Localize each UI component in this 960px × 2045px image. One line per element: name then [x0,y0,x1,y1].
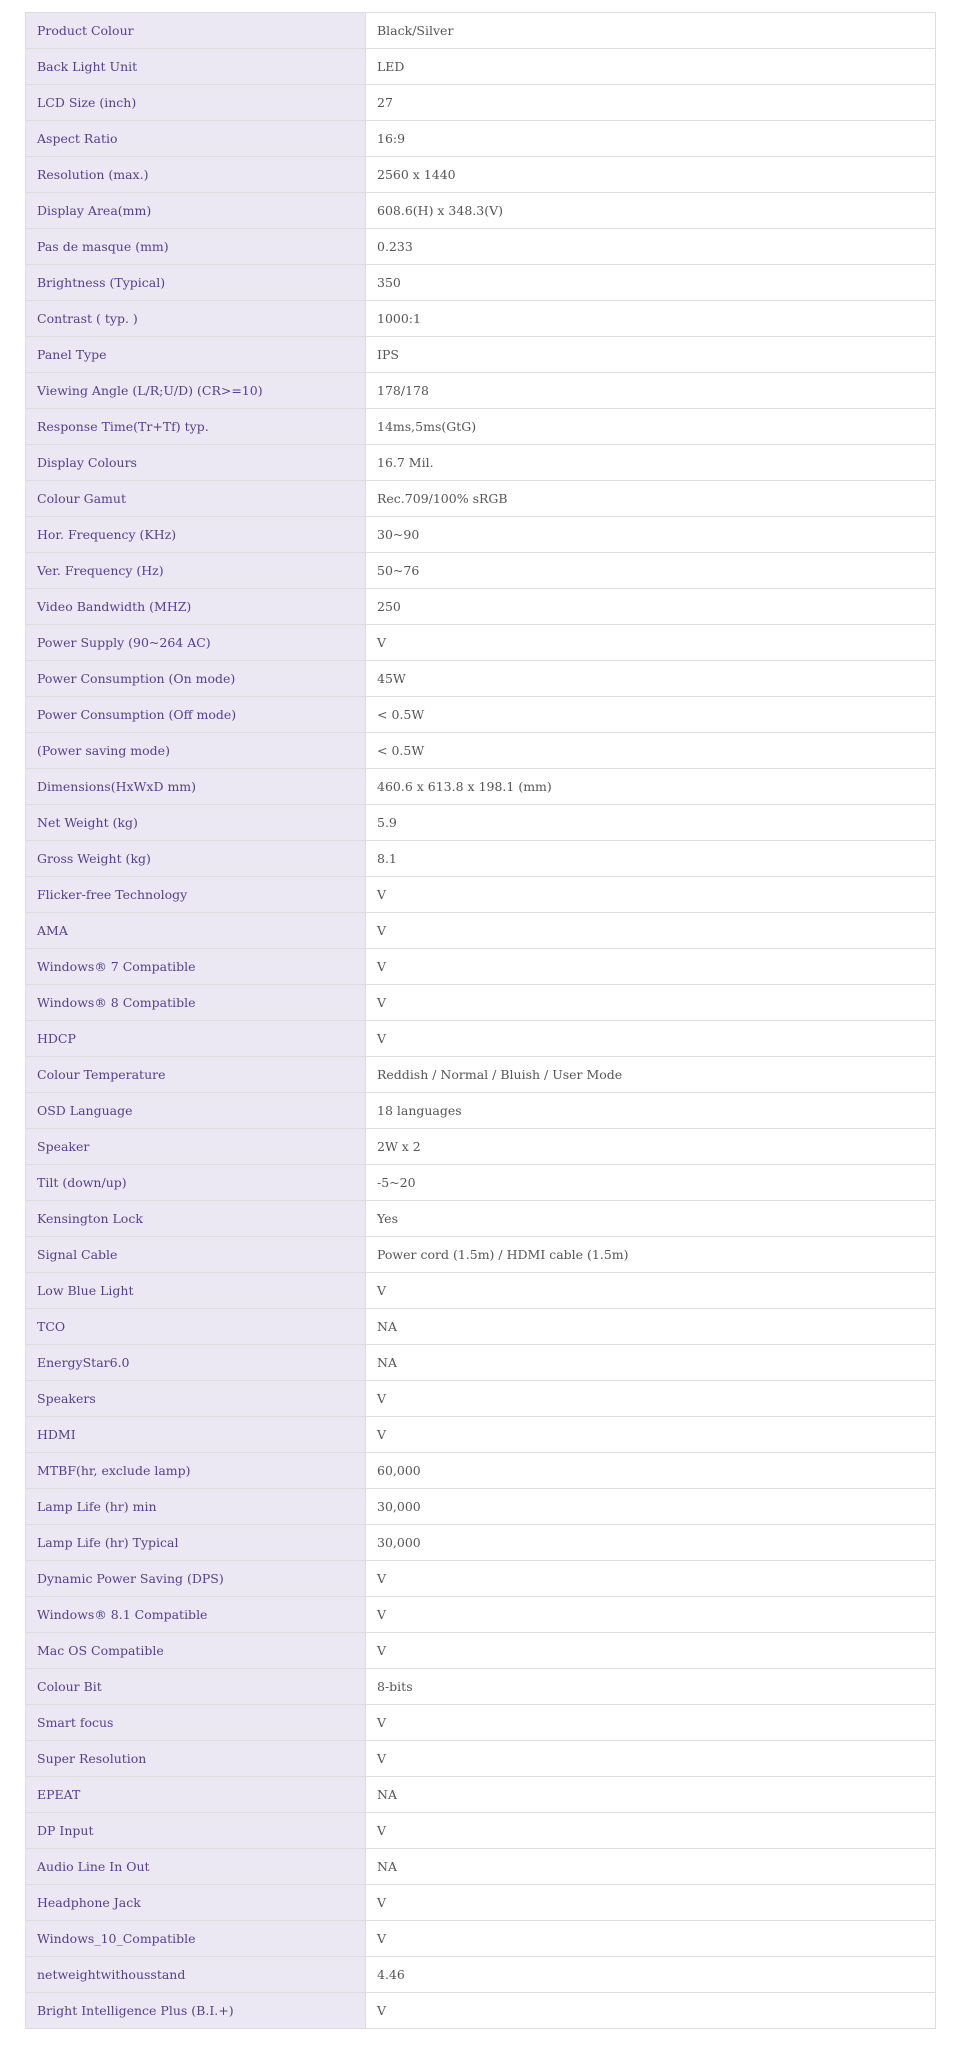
spec-row [26,1885,936,1921]
spec-value: V [366,1273,936,1309]
spec-row [26,1489,936,1525]
spec-value: V [366,1705,936,1741]
spec-row [26,1669,936,1705]
spec-row [26,985,936,1021]
spec-value: V [366,1597,936,1633]
spec-value: 8.1 [366,841,936,877]
spec-value: V [366,1741,936,1777]
spec-row [26,1633,936,1669]
spec-row [26,733,936,769]
spec-row [26,1201,936,1237]
spec-label: Display Area(mm) [26,193,366,229]
spec-label: Product Colour [26,13,366,49]
spec-label: HDMI [26,1417,366,1453]
spec-label: Low Blue Light [26,1273,366,1309]
spec-value: V [366,1561,936,1597]
spec-label: Back Light Unit [26,49,366,85]
spec-value: 30,000 [366,1525,936,1561]
spec-row [26,265,936,301]
spec-row [26,1921,936,1957]
spec-row [26,1993,936,2029]
spec-row [26,1345,936,1381]
spec-label: Pas de masque (mm) [26,229,366,265]
spec-row [26,1309,936,1345]
spec-label: Video Bandwidth (MHZ) [26,589,366,625]
spec-label: (Power saving mode) [26,733,366,769]
spec-value: Yes [366,1201,936,1237]
spec-row [26,157,936,193]
spec-row [26,913,936,949]
spec-label: EPEAT [26,1777,366,1813]
spec-value: V [366,625,936,661]
spec-row [26,1813,936,1849]
spec-value: 4.46 [366,1957,936,1993]
spec-label: OSD Language [26,1093,366,1129]
spec-value: 0.233 [366,229,936,265]
spec-row [26,697,936,733]
spec-value: Reddish / Normal / Bluish / User Mode [366,1057,936,1093]
spec-label: Audio Line In Out [26,1849,366,1885]
spec-label: HDCP [26,1021,366,1057]
spec-label: Contrast ( typ. ) [26,301,366,337]
spec-value: 45W [366,661,936,697]
spec-row [26,409,936,445]
spec-value: 50~76 [366,553,936,589]
spec-label: Dimensions(HxWxD mm) [26,769,366,805]
spec-value: < 0.5W [366,733,936,769]
spec-row [26,193,936,229]
spec-value: 27 [366,85,936,121]
spec-value: V [366,1381,936,1417]
spec-label: Brightness (Typical) [26,265,366,301]
spec-row [26,769,936,805]
spec-label: Signal Cable [26,1237,366,1273]
spec-label: Colour Temperature [26,1057,366,1093]
spec-label: Net Weight (kg) [26,805,366,841]
spec-row [26,661,936,697]
spec-label: Resolution (max.) [26,157,366,193]
spec-row [26,337,936,373]
spec-row [26,625,936,661]
spec-row [26,1129,936,1165]
spec-label: Power Supply (90~264 AC) [26,625,366,661]
spec-value: V [366,1993,936,2029]
spec-label: Power Consumption (Off mode) [26,697,366,733]
spec-label: Windows® 7 Compatible [26,949,366,985]
spec-value: 178/178 [366,373,936,409]
spec-label: netweightwithousstand [26,1957,366,1993]
spec-label: Smart focus [26,1705,366,1741]
spec-row [26,121,936,157]
spec-label: Kensington Lock [26,1201,366,1237]
spec-value: V [366,877,936,913]
spec-label: MTBF(hr, exclude lamp) [26,1453,366,1489]
spec-label: Windows® 8.1 Compatible [26,1597,366,1633]
spec-row [26,877,936,913]
spec-label: Ver. Frequency (Hz) [26,553,366,589]
spec-row [26,1849,936,1885]
spec-label: TCO [26,1309,366,1345]
spec-row [26,301,936,337]
spec-value: V [366,1021,936,1057]
spec-label: DP Input [26,1813,366,1849]
spec-value: 8-bits [366,1669,936,1705]
spec-row [26,553,936,589]
spec-label: Tilt (down/up) [26,1165,366,1201]
spec-label: Speaker [26,1129,366,1165]
spec-value: 460.6 x 613.8 x 198.1 (mm) [366,769,936,805]
spec-label: Windows® 8 Compatible [26,985,366,1021]
spec-label: Super Resolution [26,1741,366,1777]
spec-value: < 0.5W [366,697,936,733]
spec-label: Bright Intelligence Plus (B.I.+) [26,1993,366,2029]
spec-value: V [366,1813,936,1849]
spec-value: NA [366,1849,936,1885]
spec-value: 18 languages [366,1093,936,1129]
spec-value: 16:9 [366,121,936,157]
spec-row [26,481,936,517]
spec-label: Hor. Frequency (KHz) [26,517,366,553]
spec-row [26,1165,936,1201]
spec-value: -5~20 [366,1165,936,1201]
spec-value: 608.6(H) x 348.3(V) [366,193,936,229]
spec-value: 14ms,5ms(GtG) [366,409,936,445]
spec-value: Power cord (1.5m) / HDMI cable (1.5m) [366,1237,936,1273]
spec-value: NA [366,1777,936,1813]
spec-row [26,1021,936,1057]
spec-value: 2560 x 1440 [366,157,936,193]
spec-value: 1000:1 [366,301,936,337]
spec-value: 5.9 [366,805,936,841]
spec-label: Speakers [26,1381,366,1417]
spec-value: 250 [366,589,936,625]
spec-value: 16.7 Mil. [366,445,936,481]
spec-row [26,13,936,49]
spec-label: AMA [26,913,366,949]
spec-label: Mac OS Compatible [26,1633,366,1669]
spec-row [26,49,936,85]
spec-label: Headphone Jack [26,1885,366,1921]
spec-row [26,373,936,409]
spec-label: Aspect Ratio [26,121,366,157]
spec-value: Black/Silver [366,13,936,49]
spec-label: Flicker-free Technology [26,877,366,913]
spec-row [26,949,936,985]
spec-label: Lamp Life (hr) min [26,1489,366,1525]
spec-table-body [26,13,936,2029]
spec-value: 60,000 [366,1453,936,1489]
spec-row [26,445,936,481]
spec-row [26,1057,936,1093]
spec-row [26,1705,936,1741]
spec-row [26,1273,936,1309]
spec-row [26,85,936,121]
spec-row [26,229,936,265]
spec-table [25,12,936,2029]
spec-row [26,1381,936,1417]
spec-label: Colour Gamut [26,481,366,517]
spec-value: LED [366,49,936,85]
spec-row [26,1417,936,1453]
spec-label: Viewing Angle (L/R;U/D) (CR>=10) [26,373,366,409]
spec-label: Gross Weight (kg) [26,841,366,877]
spec-label: LCD Size (inch) [26,85,366,121]
spec-value: IPS [366,337,936,373]
spec-label: Power Consumption (On mode) [26,661,366,697]
spec-value: V [366,1885,936,1921]
spec-row [26,841,936,877]
spec-row [26,1453,936,1489]
spec-row [26,1237,936,1273]
spec-row [26,1741,936,1777]
spec-row [26,1777,936,1813]
spec-row [26,1525,936,1561]
spec-value: V [366,985,936,1021]
spec-label: Colour Bit [26,1669,366,1705]
spec-value: 2W x 2 [366,1129,936,1165]
spec-row [26,805,936,841]
spec-row [26,1093,936,1129]
spec-value: V [366,913,936,949]
spec-value: V [366,1921,936,1957]
spec-value: V [366,1633,936,1669]
spec-label: Dynamic Power Saving (DPS) [26,1561,366,1597]
spec-label: Display Colours [26,445,366,481]
spec-label: Lamp Life (hr) Typical [26,1525,366,1561]
spec-value: 30,000 [366,1489,936,1525]
spec-value: V [366,1417,936,1453]
spec-label: Response Time(Tr+Tf) typ. [26,409,366,445]
spec-label: Windows_10_Compatible [26,1921,366,1957]
spec-row [26,1597,936,1633]
spec-row [26,589,936,625]
spec-label: Panel Type [26,337,366,373]
spec-value: V [366,949,936,985]
spec-row [26,1561,936,1597]
spec-row [26,1957,936,1993]
spec-value: 350 [366,265,936,301]
spec-value: NA [366,1345,936,1381]
spec-label: EnergyStar6.0 [26,1345,366,1381]
spec-value: 30~90 [366,517,936,553]
spec-value: Rec.709/100% sRGB [366,481,936,517]
spec-value: NA [366,1309,936,1345]
spec-row [26,517,936,553]
